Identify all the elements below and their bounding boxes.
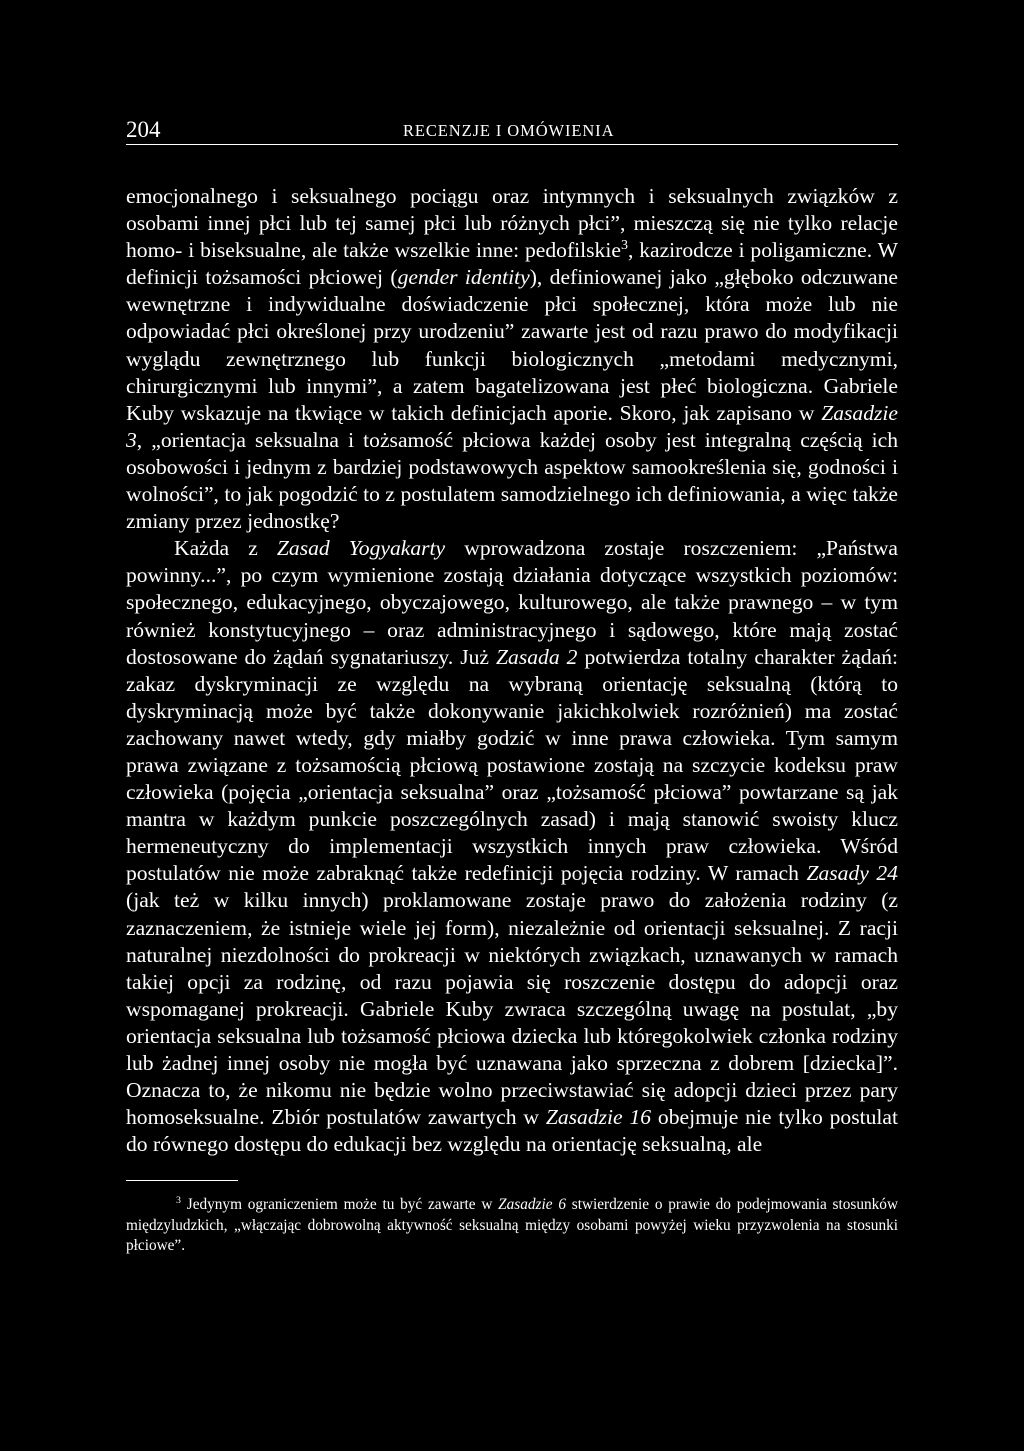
text-run: emocjonalnego i seksualnego pociągu oraz intymnych i seksualnych związków z osobami innej płci lub tej samej płci lub różnych płci”, mieszczą się nie tylko relacje homo- i biseksualne, ale także wszelkie inne: pedofilskie (126, 184, 898, 263)
text-run: Każda z (174, 536, 277, 561)
italic-term: Zasadzie 16 (545, 1105, 652, 1130)
paragraph-1 (126, 183, 898, 535)
text-run: Jedynym ograniczeniem może tu być zawarte w (180, 1196, 499, 1214)
document-page (126, 112, 898, 1272)
italic-term: gender identity (397, 265, 530, 290)
italic-term: Zasadzie 6 (498, 1196, 566, 1214)
italic-term: Zasadzie 3 (126, 400, 898, 452)
body-text (126, 183, 898, 1158)
page-number: 204 (126, 117, 161, 142)
paragraph-2 (126, 535, 898, 1158)
text-run: (jak też w kilku innych) proklamowane zostaje prawo do założenia rodziny (z zaznaczeniem, że istnieje wiele jej form), niezależnie od orientacji seksualnej. Z racji naturalnej niezdolności do prokreacji w niektórych związkach, uznawanych w ramach takiej opcji za rodzinę, od razu pojawia się roszczenie dostępu do adopcji oraz wspomaganej prokreacji. Gabriele Kuby zwraca szczególną uwagę na postulat, „by orientacja seksualna lub tożsamość płciowa dziecka lub któregokolwiek członka rodziny lub żadnej innej osoby nie mogła być uznawana jako sprzeczna z dobrem [dziecka]”. Oznacza to, że nikomu nie będzie wolno przeciwstawiać się adopcji dzieci przez pary homoseksualne. Zbiór postulatów zawartych w (126, 888, 898, 1130)
text-run: obejmuje nie tylko postulat do równego dostępu do edukacji bez względu na orientację seksualną, ale (126, 1105, 898, 1157)
text-run: stwierdzenie o prawie do podejmowania stosunków międzyludzkich, „włączając dobrowolną aktywność seksualną między osobami powyżej wieku przyzwolenia na stosunki płciowe”. (126, 1196, 898, 1255)
text-run: , kazirodcze i poligamiczne. W definicji tożsamości płciowej ( (126, 238, 899, 290)
italic-term: Zasady 24 (806, 861, 898, 886)
text-run: wprowadzona zostaje roszczeniem: „Państwa powinny...”, po czym wymienione zostają działania dotyczące wszystkich poziomów: społecznego, edukacyjnego, obyczajowego, kulturowego, ale także prawnego – w tym również konstytucyjnego – oraz administracyjnego i sądowego, które mają zostać dostosowane do żądań sygnatariuszy. Już (126, 536, 899, 669)
footnote-reference: 3 (620, 237, 628, 253)
italic-term: Zasada 2 (496, 644, 578, 669)
text-run: , „orientacja seksualna i tożsamość płciowa każdej osoby jest integralną częścią ich osobowości i jednym z bardziej podstawowych aspektow samookreślenia się, godności i wolności”, to jak pogodzić to z postulatem samodzielnego ich definiowania, a więc także zmiany przez jednostkę? (126, 427, 898, 534)
footnote (126, 1195, 898, 1257)
running-header (126, 112, 898, 145)
italic-term: Zasad Yogyakarty (276, 536, 446, 561)
section-title: RECENZJE I OMÓWIENIA (403, 121, 615, 140)
text-run: ), definiowanej jako „głęboko odczuwane wewnętrzne i indywidualne doświadczenie płci społecznej, która może lub nie odpowiadać płci określonej przy urodzeniu” zawarte jest od razu prawo do modyfikacji wyglądu zewnętrznego lub funkcji biologicznych „metodami medycznymi, chirurgicznymi lub innymi”, a zatem bagatelizowana jest płeć biologiczna. Gabriele Kuby wskazuje na tkwiące w takich definicjach aporie. Skoro, jak zapisano w (126, 265, 898, 425)
footnote-number: 3 (176, 1195, 181, 1207)
footnote-divider (126, 1180, 238, 1181)
text-run: potwierdza totalny charakter żądań: zakaz dyskryminacji ze względu na wybraną orientację seksualną (którą to dyskryminacją może być także dokonywanie jakichkolwiek rozróżnień) ma zostać zachowany nawet wtedy, gdy miałby godzić w inne prawa człowieka. Tym samym prawa związane z tożsamością płciową postawione zostają na szczycie kodeksu praw człowieka (pojęcia „orientacja seksualna” oraz „tożsamość płciowa” powtarzane są jak mantra w każdym punkcie poszczególnych zasad) i mają stanowić swoisty klucz hermeneutyczny do implementacji wszystkich innych praw człowieka. Wśród postulatów nie może zabraknąć także redefinicji pojęcia rodziny. W ramach (126, 644, 899, 886)
